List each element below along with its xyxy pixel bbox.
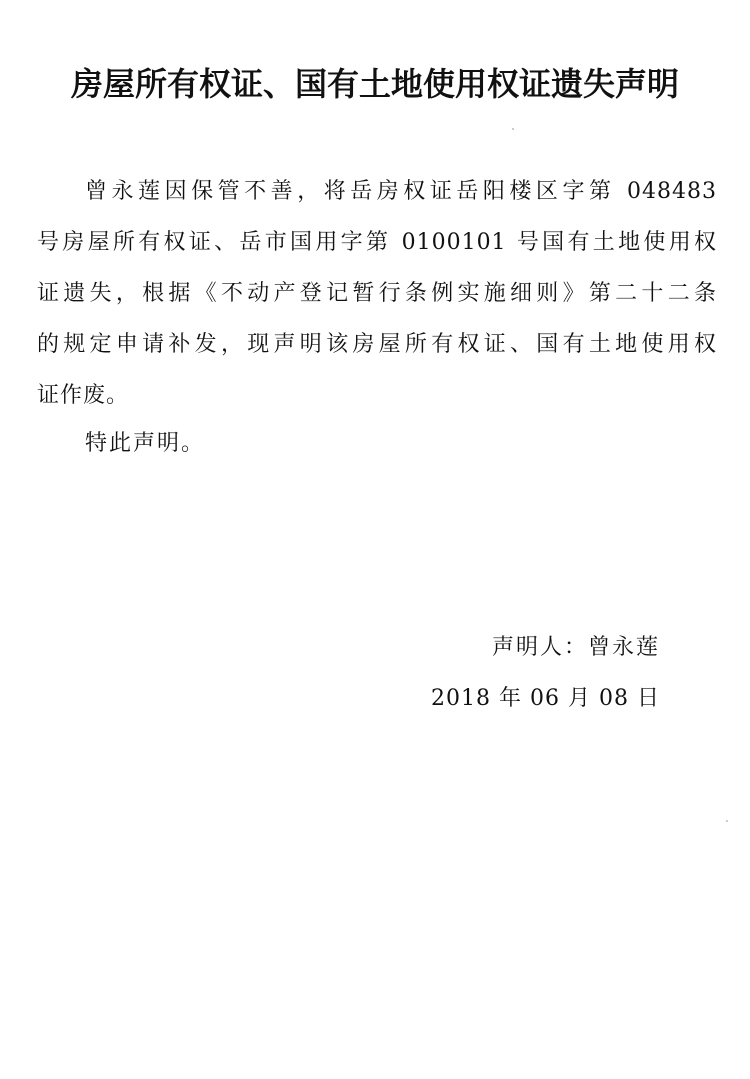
document-title: 房屋所有权证、国有土地使用权证遗失声明	[70, 65, 679, 103]
statement-line-3: 证遗失，根据《不动产登记暂行条例实施细则》第二十二条	[37, 281, 717, 306]
statement-line-1: 曾永莲因保管不善，将岳房权证岳阳楼区字第 048483	[85, 179, 717, 204]
statement-line-2: 号房屋所有权证、岳市国用字第 0100101 号国有土地使用权	[37, 230, 717, 255]
closing-statement: 特此声明。	[85, 431, 206, 456]
statement-line-5: 证作废。	[37, 383, 130, 408]
statement-line-4: 的规定申请补发，现声明该房屋所有权证、国有土地使用权	[37, 332, 717, 357]
statement-body	[37, 166, 717, 421]
declarant-signature: 声明人：曾永莲	[491, 635, 660, 660]
scan-speck	[512, 128, 514, 130]
scan-speck	[726, 820, 728, 822]
declaration-date: 2018 年 06 月 08 日	[431, 686, 660, 711]
